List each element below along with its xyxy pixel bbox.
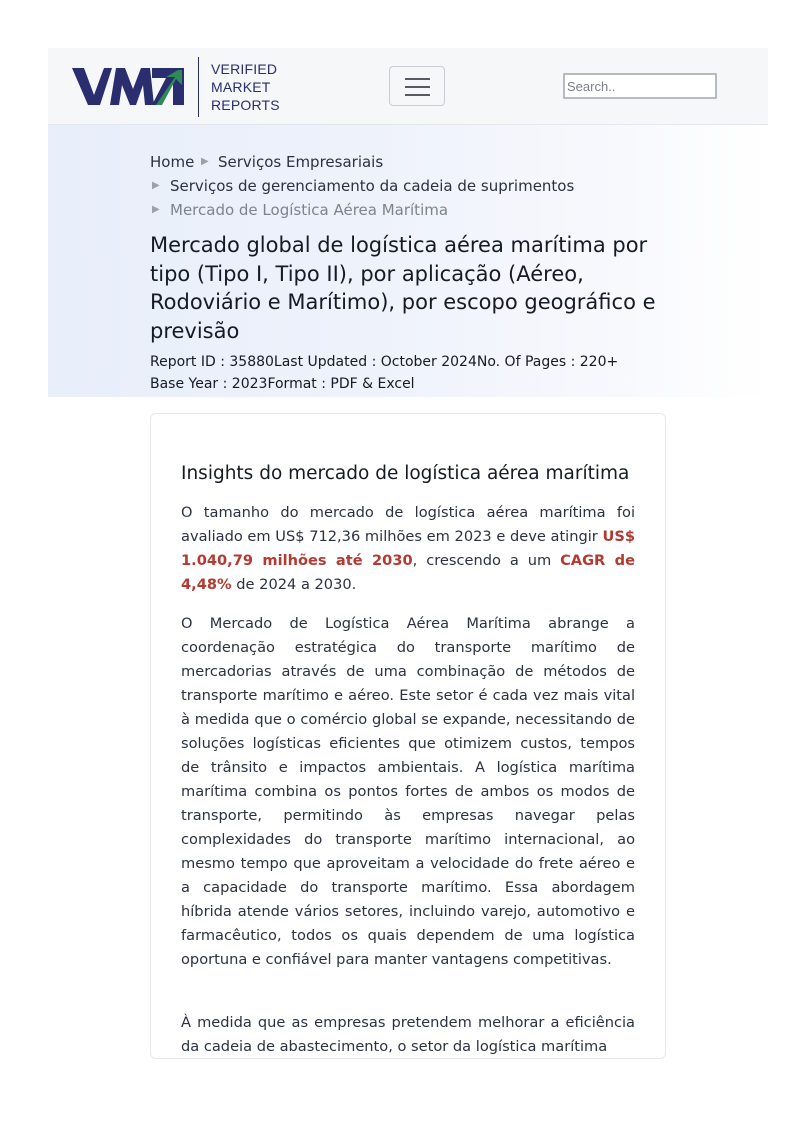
market-description-paragraph: O Mercado de Logística Aérea Marítima abrange a coordenação estratégica do transporte marítimo de mercadorias através de uma combinação de métodos de transporte marítimo e aéreo. Este setor é cada vez mais vital à medida que o comércio global se expande, necessitando de soluções logísticas eficientes que otimizem custos, tempos de trânsito e impactos ambientais. A logística marítima marítima combina os pontos fortes de ambos os modos de transporte, permitindo às empresas navegar pelas complexidades do transporte marítimo internacional, ao mesmo tempo que aproveitam a velocidade do frete aéreo e a capacidade do transporte marítimo. Essa abordagem híbrida atende vários setores, incluindo varejo, automotivo e farmacêutico, todos os quais dependem de uma logística oportuna e confiável para manter vantagens competitivas. <box>181 615 635 968</box>
chevron-right-icon: ▶ <box>152 204 160 215</box>
page-count: No. Of Pages : 220+ <box>476 354 619 370</box>
chevron-right-icon: ▶ <box>152 180 160 191</box>
market-size-paragraph <box>181 501 635 597</box>
search-input[interactable] <box>563 73 717 99</box>
vmr-logo-icon <box>72 67 186 107</box>
period-text: de 2024 a 2030. <box>231 576 357 593</box>
cagr-highlight: CAGR de 4,48% <box>181 552 635 593</box>
insights-card <box>150 413 666 1059</box>
menu-toggle-button[interactable] <box>389 66 445 106</box>
logo-line-reports: REPORTS <box>211 97 280 113</box>
page-title: Mercado global de logística aérea marítima por tipo (Tipo I, Tipo II), por aplicação (Aéreo, Rodoviário e Marítimo), por escopo geográfico e previsão <box>150 233 656 343</box>
forecast-value-highlight: US$ 1.040,79 milhões até 2030 <box>181 528 635 569</box>
logo-divider <box>198 57 199 117</box>
report-meta-primary <box>150 353 618 371</box>
growth-text: , crescendo a um <box>412 552 561 569</box>
breadcrumb-current: Mercado de Logística Aérea Marítima <box>170 201 449 219</box>
base-year: Base Year : 2023 <box>150 376 268 392</box>
logo-wordmark <box>211 60 291 114</box>
site-header <box>48 48 768 125</box>
breadcrumb-home[interactable]: Home <box>150 153 195 171</box>
report-id: Report ID : 35880 <box>150 354 274 370</box>
last-updated: Last Updated : October 2024 <box>273 354 477 370</box>
report-hero <box>48 125 768 397</box>
market-efficiency-paragraph: À medida que as empresas pretendem melhorar a eficiência da cadeia de abastecimento, o setor da logística marítima <box>181 1014 635 1055</box>
report-meta-secondary <box>150 375 415 393</box>
breadcrumb-services[interactable]: Serviços Empresariais <box>218 153 384 171</box>
report-format: Format : PDF & Excel <box>267 376 415 392</box>
insights-heading: Insights do mercado de logística aérea marítima <box>181 463 630 484</box>
site-logo[interactable] <box>72 57 282 117</box>
chevron-right-icon: ▶ <box>201 156 209 167</box>
logo-line-market: MARKET <box>211 79 271 95</box>
logo-line-verified: VERIFIED <box>211 61 278 77</box>
breadcrumb-supply-chain[interactable]: Serviços de gerenciamento da cadeia de suprimentos <box>170 177 575 195</box>
market-size-text: O tamanho do mercado de logística aérea marítima foi avaliado em US$ 712,36 milhões em 2023 e deve atingir <box>181 504 635 545</box>
